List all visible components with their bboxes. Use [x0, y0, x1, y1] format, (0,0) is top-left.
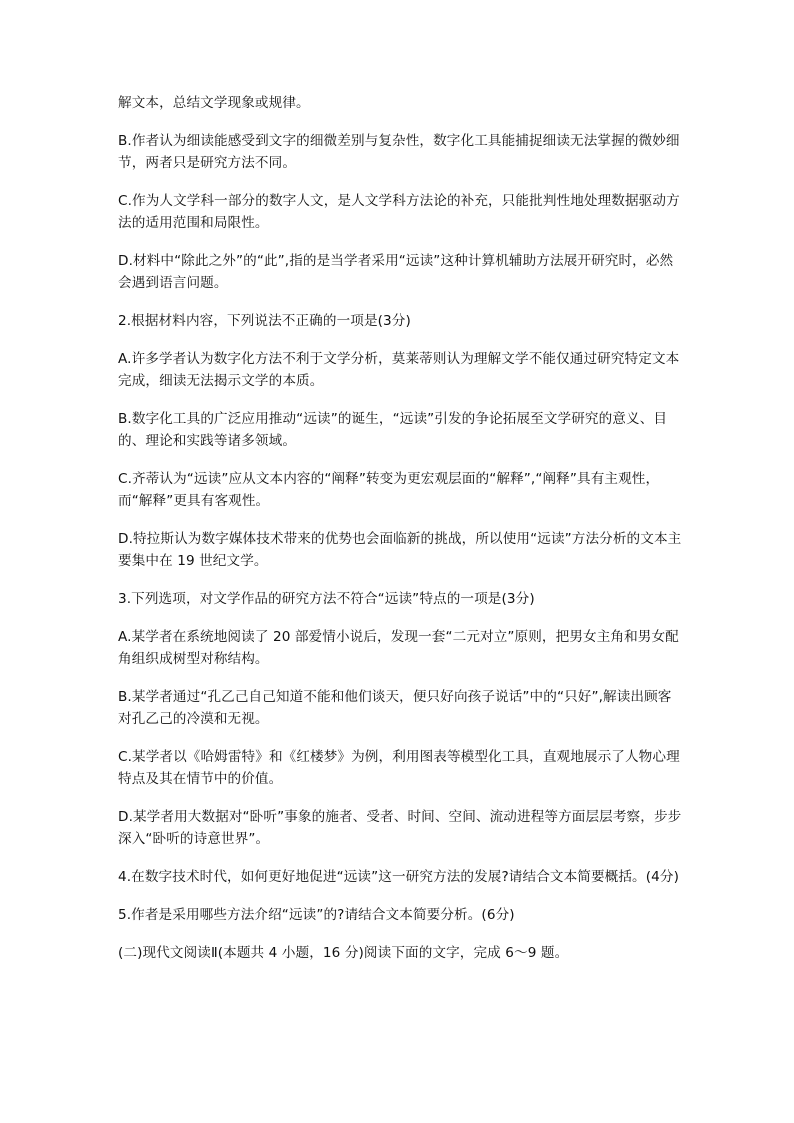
question-5: 5.作者是采用哪些方法介绍“远读”的?请结合文本简要分析。(6分) [118, 907, 515, 923]
q2-option-d: D.特拉斯认为数字媒体技术带来的优势也会面临新的挑战，所以使用“远读”方法分析的文本主要集中在 19 世纪文学。 [118, 531, 682, 569]
q2-option-b: B.数字化工具的广泛应用推动“远读”的诞生，“远读”引发的争论拓展至文学研究的意义、目的、理论和实践等诸多领域。 [118, 411, 668, 449]
q3-option-d: D.某学者用大数据对“卧听”事象的施者、受者、时间、空间、流动进程等方面层层考察，步步深入“卧听的诗意世界”。 [118, 809, 682, 847]
question-4: 4.在数字技术时代，如何更好地促进“远读”这一研究方法的发展?请结合文本简要概括。(4分) [118, 869, 679, 885]
q3-option-b: B.某学者通过“孔乙己自己知道不能和他们谈天，便只好向孩子说话”中的“只好”,解读出顾客对孔乙己的冷漠和无视。 [118, 689, 672, 727]
q2-option-a: A.许多学者认为数字化方法不利于文学分析，莫莱蒂则认为理解文学不能仅通过研究特定文本完成，细读无法揭示文学的本质。 [118, 351, 680, 389]
document-page [118, 92, 684, 964]
question-2-stem: 2.根据材料内容，下列说法不正确的一项是(3分) [118, 313, 411, 329]
question-3-stem: 3.下列选项，对文学作品的研究方法不符合“远读”特点的一项是(3分) [118, 591, 535, 607]
q1-option-d: D.材料中“除此之外”的“此”,指的是当学者采用“远读”这种计算机辅助方法展开研究时，必然会遇到语言问题。 [118, 253, 674, 291]
q3-option-c: C.某学者以《哈姆雷特》和《红楼梦》为例，利用图表等模型化工具，直观地展示了人物心理特点及其在情节中的价值。 [118, 749, 680, 787]
paragraph-continuation: 解文本，总结文学现象或规律。 [118, 95, 310, 111]
q2-option-c: C.齐蒂认为“远读”应从文本内容的“阐释”转变为更宏观层面的“解释”,“阐释”具有主观性，而“解释”更具有客观性。 [118, 471, 660, 509]
q1-option-b: B.作者认为细读能感受到文字的细微差别与复杂性，数字化工具能捕捉细读无法掌握的微妙细节，两者只是研究方法不同。 [118, 133, 680, 171]
q1-option-c: C.作为人文学科一部分的数字人文，是人文学科方法论的补充，只能批判性地处理数据驱动方法的适用范围和局限性。 [118, 193, 680, 231]
q3-option-a: A.某学者在系统地阅读了 20 部爱情小说后，发现一套“二元对立”原则，把男女主角和男女配角组织成树型对称结构。 [118, 629, 679, 667]
section-heading: (二)现代文阅读Ⅱ(本题共 4 小题，16 分)阅读下面的文字，完成 6～9 题。 [118, 945, 569, 961]
